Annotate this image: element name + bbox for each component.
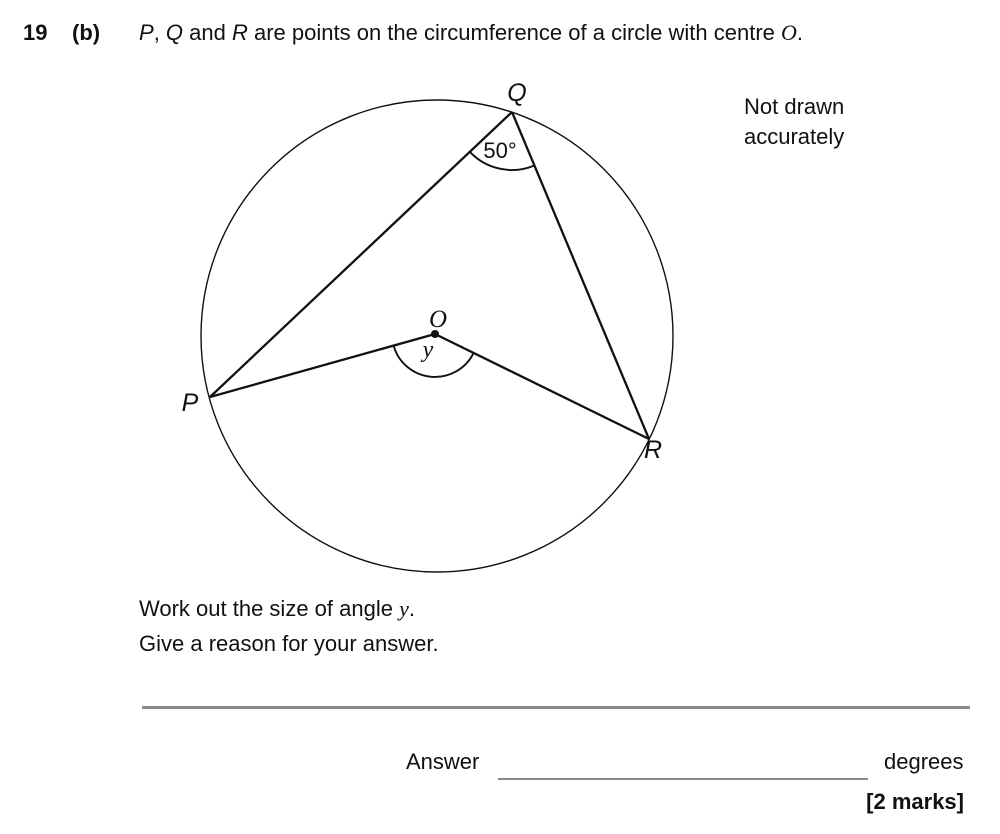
angle-arc-at-O (394, 346, 474, 377)
var-q: Q (165, 20, 184, 45)
task-line1-suffix: . (408, 596, 415, 621)
point-label-P: P (181, 389, 199, 417)
point-label-Q: Q (507, 79, 527, 107)
angle-label-y: y (422, 337, 434, 363)
question-part-label: (b) (72, 20, 101, 45)
marks-badge: [2 marks] (866, 789, 964, 814)
intro-sep1: , (153, 20, 166, 45)
point-label-R: R (643, 436, 663, 464)
not-drawn-note-line1: Not drawn (744, 94, 845, 119)
reason-write-line[interactable] (142, 706, 970, 709)
intro-period: . (796, 20, 804, 45)
centre-label-O: O (428, 306, 448, 333)
var-r: R (231, 20, 248, 45)
task-line2: Give a reason for your answer. (139, 631, 439, 656)
var-p: P (139, 20, 154, 45)
radius-O-R (435, 334, 649, 439)
answer-blank-line[interactable] (498, 749, 868, 780)
not-drawn-note-line2: accurately (744, 124, 845, 149)
task-line1 (139, 596, 415, 622)
task-line1-prefix: Work out the size of angle (139, 596, 400, 621)
task-line1-var: y (399, 596, 409, 621)
question-number: 19 (23, 20, 48, 45)
answer-label: Answer (406, 749, 480, 774)
question-intro (139, 20, 803, 46)
intro-sep2: and (183, 20, 232, 45)
chord-Q-R (512, 112, 649, 439)
circle-diagram (150, 60, 710, 600)
not-drawn-note (744, 92, 844, 152)
intro-body: are points on the circumference of a circle with centre (247, 20, 782, 45)
var-o: O (781, 20, 797, 45)
answer-unit-label: degrees (884, 749, 964, 774)
angle-label-50deg: 50° (483, 138, 517, 163)
